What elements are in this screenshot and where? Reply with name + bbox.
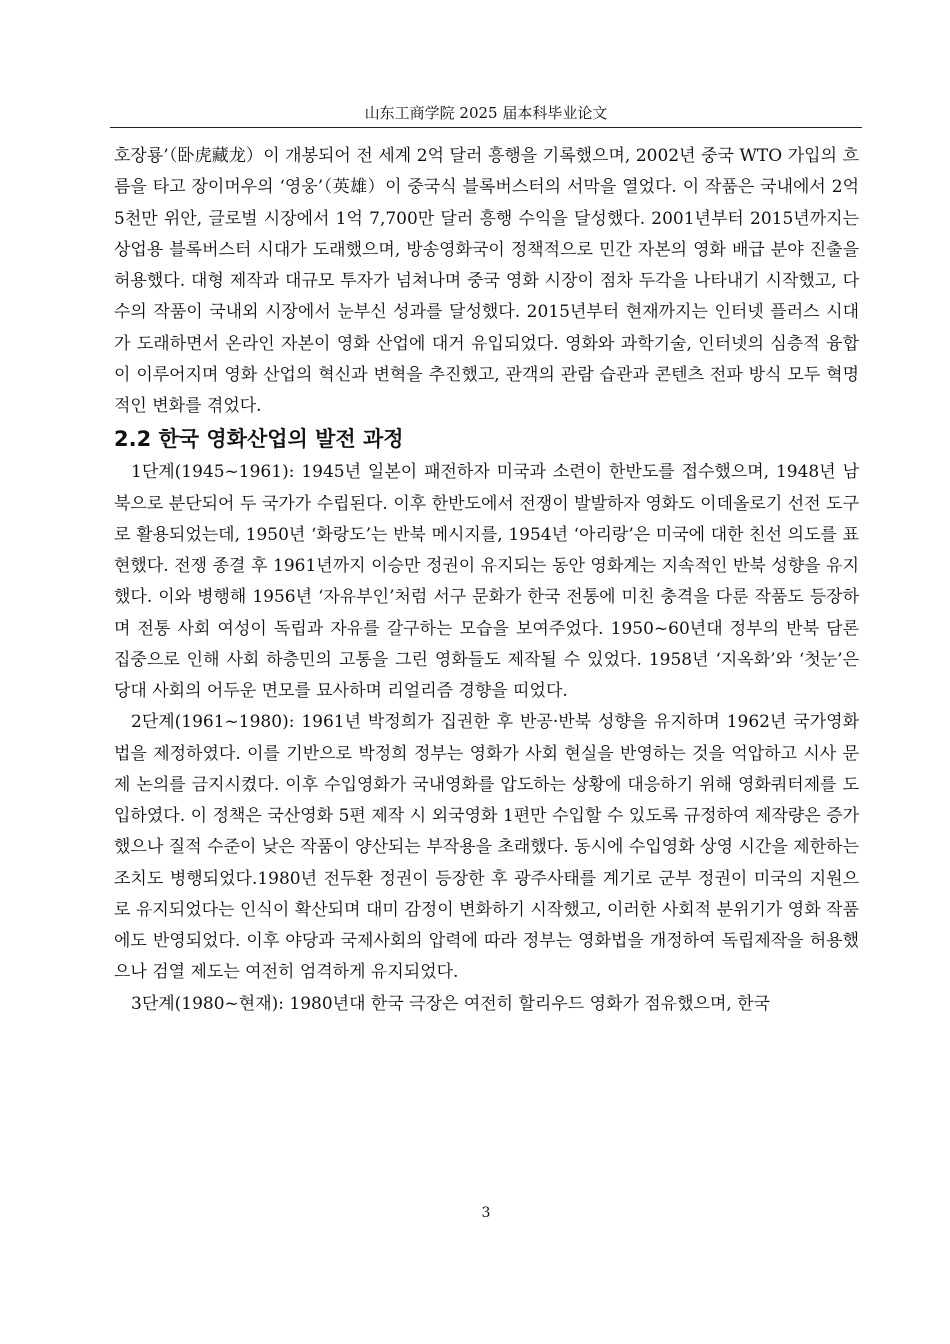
stage2-paragraph: 2단계(1961~1980): 1961년 박정희가 집권한 후 반공·반북 성향을 유지하며 1962년 국가영화법을 제정하였다. 이를 기반으로 박정희 정부는 영화가 사회 현실을 반영하는 것을 억압하고 시사 문제 논의를 금지시켰다. 이후 수입영화가 국내영화를 압도하는 상황에 대응하기 위해 영화쿼터제를 도입하였다. 이 정책은 국산영화 5편 제작 시 외국영화 1편만 수입할 수 있도록 규정하여 제작량은 증가했으나 질적 수준이 낮은 작품이 양산되는 부작용을 초래했다. 동시에 수입영화 상영 시간을 제한하는 조치도 병행되었다.1980년 전두환 정권이 등장한 후 광주사태를 계기로 군부 정권이 미국의 지원으로 유지되었다는 인식이 확산되며 대미 감정이 변화하기 시작했고, 이러한 사회적 분위기가 영화 작품에도 반영되었다. 이후 야당과 국제사회의 압력에 따라 정부는 영화법을 개정하여 독립제작을 허용했으나 검열 제도는 여전히 엄격하게 유지되었다. — [114, 712, 859, 983]
intro-paragraph: 호장룡’（卧虎藏龙）이 개봉되어 전 세계 2억 달러 흥행을 기록했으며, 2002년 중국 WTO 가입의 흐름을 타고 장이머우의 ‘영웅’（英雄）이 중국식 블록버스터의 서막을 열었다. 이 작품은 국내에서 2억 5천만 위안, 글로벌 시장에서 1억 7,700만 달러 흥행 수익을 달성했다. 2001년부터 2015년까지는 상업용 블록버스터 시대가 도래했으며, 방송영화국이 정책적으로 민간 자본의 영화 배급 분야 진출을 허용했다. 대형 제작과 대규모 투자가 넘쳐나며 중국 영화 시장이 점차 두각을 나타내기 시작했고, 다수의 작품이 국내외 시장에서 눈부신 성과를 달성했다. 2015년부터 현재까지는 인터넷 플러스 시대가 도래하면서 온라인 자본이 영화 산업에 대거 유입되었다. 영화와 과학기술, 인터넷의 심층적 융합이 이루어지며 영화 산업의 혁신과 변혁을 추진했고, 관객의 관람 습관과 콘텐츠 전파 방식 모두 혁명적인 변화를 겪었다. — [114, 146, 859, 416]
body-text — [114, 141, 859, 1020]
stage3-paragraph: 3단계(1980~현재): 1980년대 한국 극장은 여전히 할리우드 영화가 점유했으며, 한국 — [131, 993, 771, 1014]
running-header: 山东工商学院 2025 届本科毕业论文 — [364, 104, 608, 122]
stage1-paragraph: 1단계(1945~1961): 1945년 일본이 패전하자 미국과 소련이 한반도를 접수했으며, 1948년 남북으로 분단되어 두 국가가 수립된다. 이후 한반도에서 전쟁이 발발하자 영화도 이데올로기 선전 도구로 활용되었는데, 1950년 ‘화랑도’는 반북 메시지를, 1954년 ‘아리랑’은 미국에 대한 친선 의도를 표현했다. 전쟁 종결 후 1961년까지 이승만 정권이 유지되는 동안 영화계는 지속적인 반북 성향을 유지했다. 이와 병행해 1956년 ‘자유부인’처럼 서구 문화가 한국 전통에 미친 충격을 다룬 작품도 등장하며 전통 사회 여성이 독립과 자유를 갈구하는 모습을 보여주었다. 1950~60년대 정부의 반북 담론 집중으로 인해 사회 하층민의 고통을 그린 영화들도 제작될 수 있었다. 1958년 ‘지옥화’와 ‘첫눈’은 당대 사회의 어두운 면모를 묘사하며 리얼리즘 경향을 띠었다. — [114, 462, 859, 701]
page-number: 3 — [481, 1205, 491, 1221]
section-heading: 2.2 한국 영화산업의 발전 과정 — [114, 427, 404, 452]
header-divider — [110, 127, 862, 128]
